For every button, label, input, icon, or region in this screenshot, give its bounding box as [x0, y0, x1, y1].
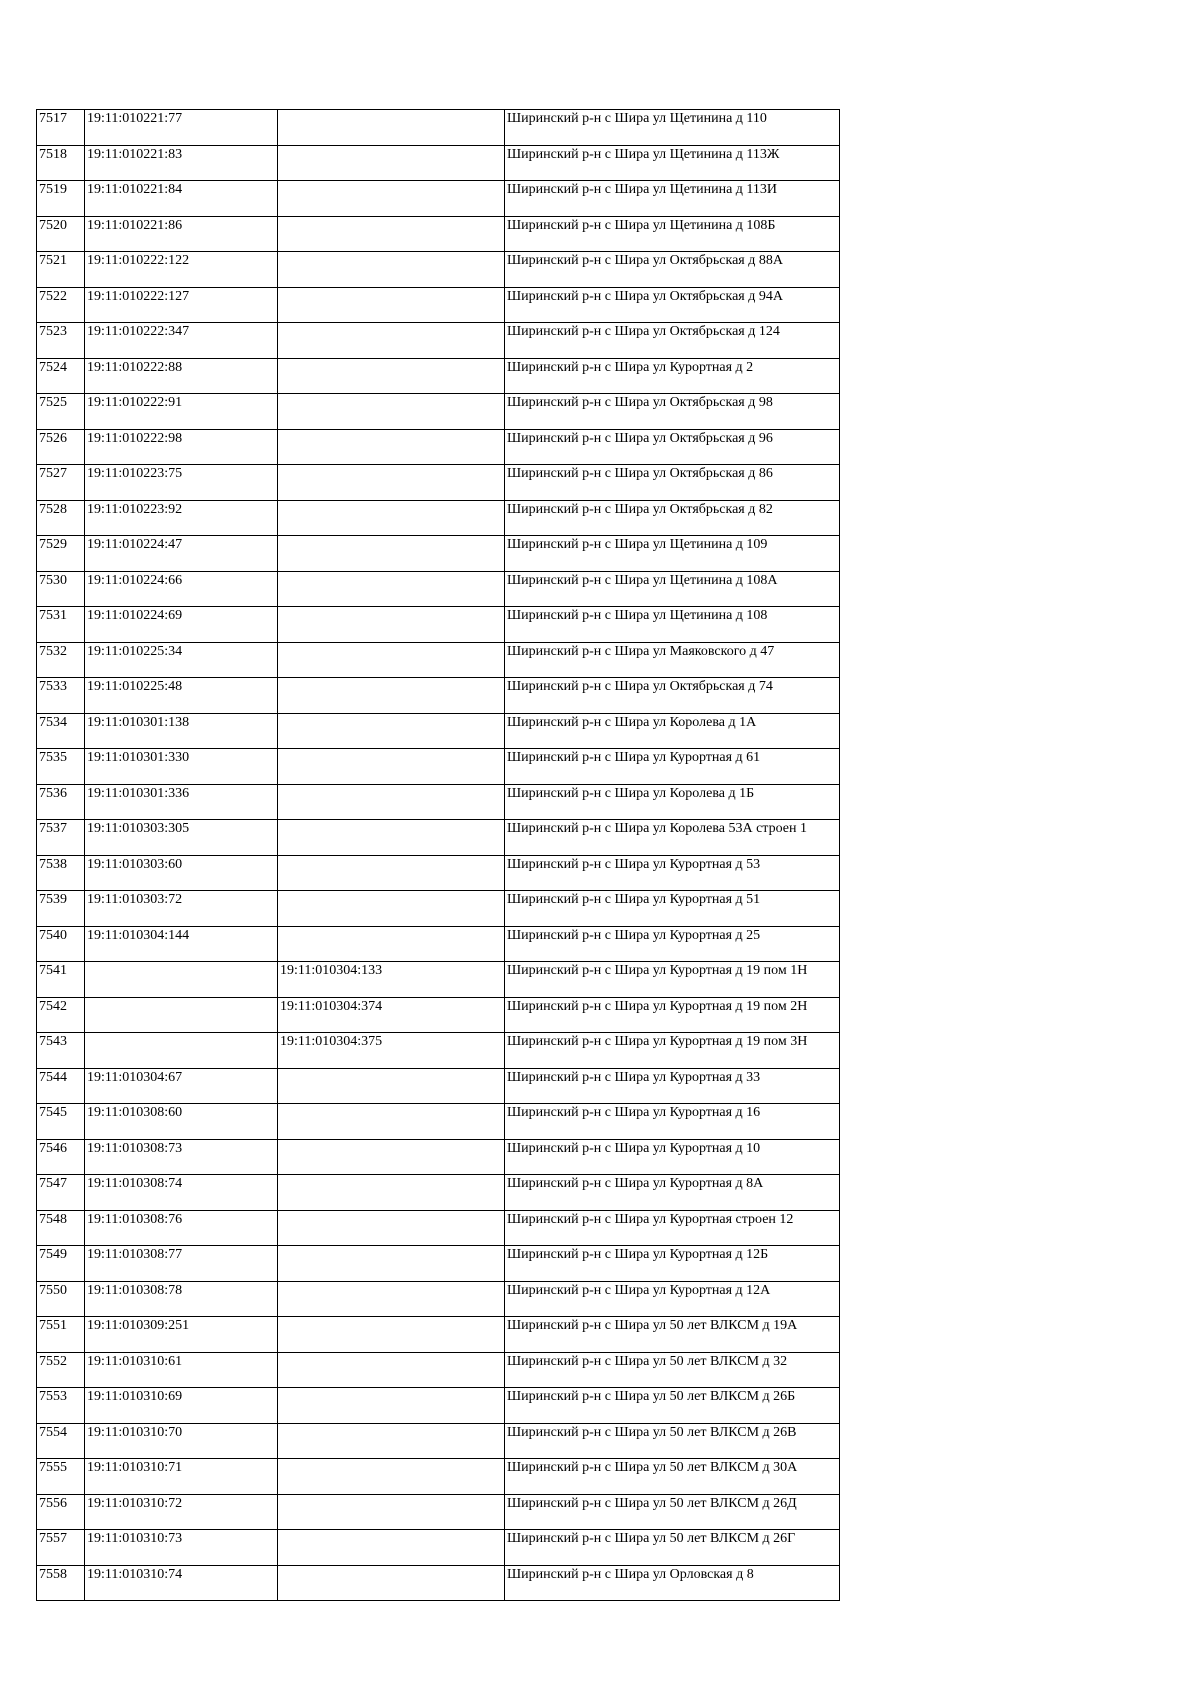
- premises-cadastral-number-cell: [278, 855, 505, 891]
- cadastral-number-cell: 19:11:010308:76: [85, 1210, 278, 1246]
- row-number-cell: 7524: [37, 358, 85, 394]
- premises-cadastral-number-cell: [278, 1139, 505, 1175]
- row-number-cell: 7546: [37, 1139, 85, 1175]
- cadastral-number-cell: 19:11:010222:127: [85, 287, 278, 323]
- premises-cadastral-number-cell: [278, 926, 505, 962]
- cadastral-number-cell: 19:11:010221:77: [85, 110, 278, 146]
- table-row: [37, 962, 840, 998]
- address-cell: Ширинский р-н с Шира ул 50 лет ВЛКСМ д 26Б: [505, 1388, 840, 1424]
- premises-cadastral-number-cell: [278, 820, 505, 856]
- address-cell: Ширинский р-н с Шира ул Маяковского д 47: [505, 642, 840, 678]
- address-cell: Ширинский р-н с Шира ул 50 лет ВЛКСМ д 26Д: [505, 1494, 840, 1530]
- premises-cadastral-number-cell: [278, 110, 505, 146]
- row-number-cell: 7519: [37, 181, 85, 217]
- premises-cadastral-number-cell: [278, 1352, 505, 1388]
- row-number-cell: 7549: [37, 1246, 85, 1282]
- address-cell: Ширинский р-н с Шира ул Курортная д 33: [505, 1068, 840, 1104]
- row-number-cell: 7522: [37, 287, 85, 323]
- address-cell: Ширинский р-н с Шира ул Октябрьская д 94А: [505, 287, 840, 323]
- table-row: [37, 1068, 840, 1104]
- row-number-cell: 7529: [37, 536, 85, 572]
- premises-cadastral-number-cell: [278, 1530, 505, 1566]
- premises-cadastral-number-cell: [278, 287, 505, 323]
- table-row: [37, 642, 840, 678]
- premises-cadastral-number-cell: [278, 536, 505, 572]
- cadastral-number-cell: 19:11:010308:60: [85, 1104, 278, 1140]
- table-row: [37, 1175, 840, 1211]
- premises-cadastral-number-cell: [278, 1423, 505, 1459]
- row-number-cell: 7521: [37, 252, 85, 288]
- premises-cadastral-number-cell: [278, 749, 505, 785]
- table-row: [37, 110, 840, 146]
- row-number-cell: 7556: [37, 1494, 85, 1530]
- cadastral-number-cell: [85, 997, 278, 1033]
- row-number-cell: 7528: [37, 500, 85, 536]
- cadastral-number-cell: 19:11:010223:92: [85, 500, 278, 536]
- cadastral-number-cell: 19:11:010309:251: [85, 1317, 278, 1353]
- table-row: [37, 216, 840, 252]
- table-row: [37, 1246, 840, 1282]
- row-number-cell: 7535: [37, 749, 85, 785]
- address-cell: Ширинский р-н с Шира ул Курортная д 53: [505, 855, 840, 891]
- premises-cadastral-number-cell: [278, 1210, 505, 1246]
- address-cell: Ширинский р-н с Шира ул Курортная д 51: [505, 891, 840, 927]
- table-row: [37, 1388, 840, 1424]
- table-row: [37, 465, 840, 501]
- row-number-cell: 7520: [37, 216, 85, 252]
- premises-cadastral-number-cell: [278, 323, 505, 359]
- premises-cadastral-number-cell: [278, 145, 505, 181]
- premises-cadastral-number-cell: [278, 642, 505, 678]
- table-row: [37, 926, 840, 962]
- premises-cadastral-number-cell: [278, 607, 505, 643]
- cadastral-number-cell: 19:11:010224:66: [85, 571, 278, 607]
- cadastral-number-cell: 19:11:010224:47: [85, 536, 278, 572]
- premises-cadastral-number-cell: [278, 216, 505, 252]
- address-cell: Ширинский р-н с Шира ул 50 лет ВЛКСМ д 30А: [505, 1459, 840, 1495]
- row-number-cell: 7538: [37, 855, 85, 891]
- address-cell: Ширинский р-н с Шира ул Королева 53А строен 1: [505, 820, 840, 856]
- address-cell: Ширинский р-н с Шира ул Курортная д 12Б: [505, 1246, 840, 1282]
- address-cell: Ширинский р-н с Шира ул 50 лет ВЛКСМ д 32: [505, 1352, 840, 1388]
- row-number-cell: 7527: [37, 465, 85, 501]
- table-row: [37, 607, 840, 643]
- cadastral-number-cell: 19:11:010222:122: [85, 252, 278, 288]
- premises-cadastral-number-cell: 19:11:010304:374: [278, 997, 505, 1033]
- row-number-cell: 7525: [37, 394, 85, 430]
- address-cell: Ширинский р-н с Шира ул Королева д 1А: [505, 713, 840, 749]
- premises-cadastral-number-cell: [278, 394, 505, 430]
- address-cell: Ширинский р-н с Шира ул Курортная д 61: [505, 749, 840, 785]
- row-number-cell: 7537: [37, 820, 85, 856]
- cadastral-number-cell: 19:11:010310:71: [85, 1459, 278, 1495]
- premises-cadastral-number-cell: [278, 429, 505, 465]
- table-row: [37, 429, 840, 465]
- registry-table-body: [37, 110, 840, 1601]
- cadastral-number-cell: 19:11:010221:84: [85, 181, 278, 217]
- premises-cadastral-number-cell: [278, 1565, 505, 1601]
- address-cell: Ширинский р-н с Шира ул Октябрьская д 82: [505, 500, 840, 536]
- premises-cadastral-number-cell: [278, 1175, 505, 1211]
- table-row: [37, 1530, 840, 1566]
- cadastral-number-cell: 19:11:010303:305: [85, 820, 278, 856]
- address-cell: Ширинский р-н с Шира ул Курортная д 2: [505, 358, 840, 394]
- premises-cadastral-number-cell: [278, 891, 505, 927]
- table-row: [37, 1494, 840, 1530]
- table-row: [37, 181, 840, 217]
- premises-cadastral-number-cell: [278, 500, 505, 536]
- cadastral-number-cell: 19:11:010225:34: [85, 642, 278, 678]
- address-cell: Ширинский р-н с Шира ул Щетинина д 113И: [505, 181, 840, 217]
- table-row: [37, 287, 840, 323]
- address-cell: Ширинский р-н с Шира ул 50 лет ВЛКСМ д 26Г: [505, 1530, 840, 1566]
- cadastral-number-cell: 19:11:010308:77: [85, 1246, 278, 1282]
- address-cell: Ширинский р-н с Шира ул 50 лет ВЛКСМ д 19А: [505, 1317, 840, 1353]
- table-row: [37, 1281, 840, 1317]
- premises-cadastral-number-cell: [278, 1494, 505, 1530]
- table-row: [37, 571, 840, 607]
- premises-cadastral-number-cell: 19:11:010304:133: [278, 962, 505, 998]
- row-number-cell: 7533: [37, 678, 85, 714]
- address-cell: Ширинский р-н с Шира ул Курортная д 19 пом 3Н: [505, 1033, 840, 1069]
- premises-cadastral-number-cell: [278, 678, 505, 714]
- address-cell: Ширинский р-н с Шира ул Щетинина д 108Б: [505, 216, 840, 252]
- row-number-cell: 7543: [37, 1033, 85, 1069]
- table-row: [37, 1565, 840, 1601]
- cadastral-number-cell: 19:11:010221:83: [85, 145, 278, 181]
- cadastral-number-cell: 19:11:010303:72: [85, 891, 278, 927]
- table-row: [37, 997, 840, 1033]
- cadastral-number-cell: 19:11:010225:48: [85, 678, 278, 714]
- cadastral-number-cell: 19:11:010308:78: [85, 1281, 278, 1317]
- cadastral-number-cell: 19:11:010308:74: [85, 1175, 278, 1211]
- row-number-cell: 7523: [37, 323, 85, 359]
- cadastral-number-cell: 19:11:010310:61: [85, 1352, 278, 1388]
- cadastral-number-cell: 19:11:010304:67: [85, 1068, 278, 1104]
- premises-cadastral-number-cell: [278, 252, 505, 288]
- table-row: [37, 713, 840, 749]
- table-row: [37, 1459, 840, 1495]
- premises-cadastral-number-cell: [278, 571, 505, 607]
- address-cell: Ширинский р-н с Шира ул Орловская д 8: [505, 1565, 840, 1601]
- row-number-cell: 7554: [37, 1423, 85, 1459]
- address-cell: Ширинский р-н с Шира ул Курортная строен 12: [505, 1210, 840, 1246]
- row-number-cell: 7542: [37, 997, 85, 1033]
- cadastral-number-cell: [85, 962, 278, 998]
- row-number-cell: 7550: [37, 1281, 85, 1317]
- premises-cadastral-number-cell: [278, 1068, 505, 1104]
- row-number-cell: 7552: [37, 1352, 85, 1388]
- table-row: [37, 891, 840, 927]
- address-cell: Ширинский р-н с Шира ул Октябрьская д 124: [505, 323, 840, 359]
- row-number-cell: 7544: [37, 1068, 85, 1104]
- premises-cadastral-number-cell: [278, 181, 505, 217]
- address-cell: Ширинский р-н с Шира ул Королева д 1Б: [505, 784, 840, 820]
- row-number-cell: 7555: [37, 1459, 85, 1495]
- premises-cadastral-number-cell: [278, 1317, 505, 1353]
- cadastral-number-cell: 19:11:010310:70: [85, 1423, 278, 1459]
- address-cell: Ширинский р-н с Шира ул Курортная д 19 пом 2Н: [505, 997, 840, 1033]
- premises-cadastral-number-cell: [278, 1388, 505, 1424]
- table-row: [37, 536, 840, 572]
- address-cell: Ширинский р-н с Шира ул Курортная д 16: [505, 1104, 840, 1140]
- row-number-cell: 7531: [37, 607, 85, 643]
- premises-cadastral-number-cell: [278, 465, 505, 501]
- table-row: [37, 500, 840, 536]
- table-row: [37, 749, 840, 785]
- address-cell: Ширинский р-н с Шира ул Октябрьская д 96: [505, 429, 840, 465]
- address-cell: Ширинский р-н с Шира ул Курортная д 10: [505, 1139, 840, 1175]
- cadastral-number-cell: 19:11:010310:74: [85, 1565, 278, 1601]
- address-cell: Ширинский р-н с Шира ул Курортная д 25: [505, 926, 840, 962]
- cadastral-number-cell: 19:11:010308:73: [85, 1139, 278, 1175]
- table-row: [37, 820, 840, 856]
- cadastral-number-cell: 19:11:010301:330: [85, 749, 278, 785]
- premises-cadastral-number-cell: [278, 358, 505, 394]
- cadastral-number-cell: 19:11:010222:88: [85, 358, 278, 394]
- premises-cadastral-number-cell: [278, 1281, 505, 1317]
- table-row: [37, 678, 840, 714]
- cadastral-number-cell: 19:11:010223:75: [85, 465, 278, 501]
- table-row: [37, 1423, 840, 1459]
- address-cell: Ширинский р-н с Шира ул Щетинина д 113Ж: [505, 145, 840, 181]
- address-cell: Ширинский р-н с Шира ул Щетинина д 110: [505, 110, 840, 146]
- table-row: [37, 394, 840, 430]
- property-registry-table: [36, 109, 840, 1601]
- row-number-cell: 7557: [37, 1530, 85, 1566]
- row-number-cell: 7547: [37, 1175, 85, 1211]
- address-cell: Ширинский р-н с Шира ул Курортная д 8А: [505, 1175, 840, 1211]
- address-cell: Ширинский р-н с Шира ул Щетинина д 108: [505, 607, 840, 643]
- table-row: [37, 784, 840, 820]
- address-cell: Ширинский р-н с Шира ул Октябрьская д 98: [505, 394, 840, 430]
- table-row: [37, 323, 840, 359]
- cadastral-number-cell: 19:11:010310:73: [85, 1530, 278, 1566]
- row-number-cell: 7553: [37, 1388, 85, 1424]
- cadastral-number-cell: 19:11:010222:98: [85, 429, 278, 465]
- table-row: [37, 1139, 840, 1175]
- row-number-cell: 7545: [37, 1104, 85, 1140]
- row-number-cell: 7534: [37, 713, 85, 749]
- table-row: [37, 1104, 840, 1140]
- cadastral-number-cell: 19:11:010222:91: [85, 394, 278, 430]
- cadastral-number-cell: 19:11:010301:138: [85, 713, 278, 749]
- cadastral-number-cell: 19:11:010310:69: [85, 1388, 278, 1424]
- cadastral-number-cell: 19:11:010301:336: [85, 784, 278, 820]
- cadastral-number-cell: 19:11:010224:69: [85, 607, 278, 643]
- cadastral-number-cell: 19:11:010221:86: [85, 216, 278, 252]
- cadastral-number-cell: 19:11:010303:60: [85, 855, 278, 891]
- row-number-cell: 7530: [37, 571, 85, 607]
- cadastral-number-cell: 19:11:010304:144: [85, 926, 278, 962]
- cadastral-number-cell: [85, 1033, 278, 1069]
- row-number-cell: 7536: [37, 784, 85, 820]
- row-number-cell: 7541: [37, 962, 85, 998]
- address-cell: Ширинский р-н с Шира ул Октябрьская д 86: [505, 465, 840, 501]
- premises-cadastral-number-cell: 19:11:010304:375: [278, 1033, 505, 1069]
- address-cell: Ширинский р-н с Шира ул Курортная д 19 пом 1Н: [505, 962, 840, 998]
- row-number-cell: 7526: [37, 429, 85, 465]
- table-row: [37, 855, 840, 891]
- cadastral-number-cell: 19:11:010310:72: [85, 1494, 278, 1530]
- table-row: [37, 358, 840, 394]
- address-cell: Ширинский р-н с Шира ул Октябрьская д 88А: [505, 252, 840, 288]
- row-number-cell: 7558: [37, 1565, 85, 1601]
- address-cell: Ширинский р-н с Шира ул Курортная д 12А: [505, 1281, 840, 1317]
- row-number-cell: 7517: [37, 110, 85, 146]
- row-number-cell: 7532: [37, 642, 85, 678]
- row-number-cell: 7551: [37, 1317, 85, 1353]
- address-cell: Ширинский р-н с Шира ул Щетинина д 108А: [505, 571, 840, 607]
- premises-cadastral-number-cell: [278, 1246, 505, 1282]
- premises-cadastral-number-cell: [278, 1104, 505, 1140]
- table-row: [37, 1033, 840, 1069]
- address-cell: Ширинский р-н с Шира ул 50 лет ВЛКСМ д 26В: [505, 1423, 840, 1459]
- table-row: [37, 1352, 840, 1388]
- row-number-cell: 7539: [37, 891, 85, 927]
- table-row: [37, 145, 840, 181]
- row-number-cell: 7518: [37, 145, 85, 181]
- table-row: [37, 252, 840, 288]
- row-number-cell: 7540: [37, 926, 85, 962]
- address-cell: Ширинский р-н с Шира ул Октябрьская д 74: [505, 678, 840, 714]
- table-row: [37, 1317, 840, 1353]
- premises-cadastral-number-cell: [278, 784, 505, 820]
- table-row: [37, 1210, 840, 1246]
- premises-cadastral-number-cell: [278, 713, 505, 749]
- premises-cadastral-number-cell: [278, 1459, 505, 1495]
- cadastral-number-cell: 19:11:010222:347: [85, 323, 278, 359]
- address-cell: Ширинский р-н с Шира ул Щетинина д 109: [505, 536, 840, 572]
- row-number-cell: 7548: [37, 1210, 85, 1246]
